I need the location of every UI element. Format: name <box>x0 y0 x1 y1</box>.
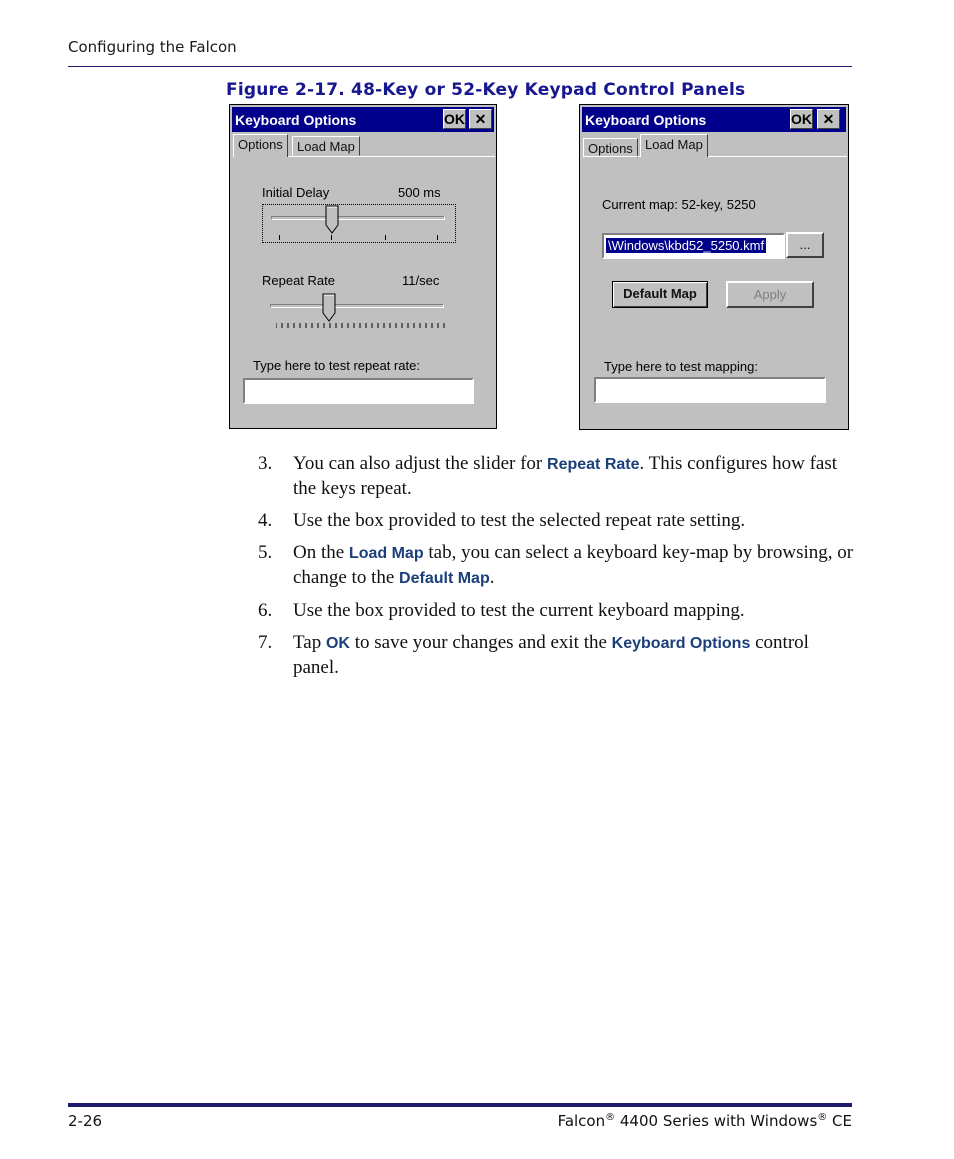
list-item: 4. Use the box provided to test the selected repeat rate setting. <box>258 510 746 531</box>
figure-title: Figure 2-17. 48-Key or 52-Key Keypad Control Panels <box>226 80 746 100</box>
instruction-steps <box>258 452 858 688</box>
list-item: 5. On the Load Map tab, you can select a keyboard key-map by browsing, or change to the Default Map. <box>258 542 854 588</box>
footer-rule <box>68 1103 852 1107</box>
dialog-title: Keyboard Options <box>235 112 357 128</box>
browse-button[interactable]: ... <box>786 232 824 258</box>
default-map-button[interactable]: Default Map <box>612 281 708 308</box>
tab-panel-edge <box>583 156 847 157</box>
test-repeat-input[interactable] <box>243 378 474 404</box>
title-bar <box>232 107 494 132</box>
initial-delay-label: Initial Delay <box>262 185 330 200</box>
test-mapping-label: Type here to test mapping: <box>604 359 758 374</box>
apply-button[interactable]: Apply <box>726 281 814 308</box>
ui-term: Load Map <box>348 545 424 562</box>
close-icon[interactable]: ✕ <box>469 109 492 129</box>
page-number: 2-26 <box>68 1112 103 1130</box>
initial-delay-value: 500 ms <box>398 185 441 200</box>
tab-options[interactable]: Options <box>583 138 638 158</box>
dialog-title: Keyboard Options <box>585 112 707 128</box>
ui-term: Default Map <box>399 570 490 587</box>
tab-load-map[interactable]: Load Map <box>292 136 360 156</box>
ui-term: Repeat Rate <box>547 456 640 473</box>
list-item: 7. Tap OK to save your changes and exit the Keyboard Options control panel. <box>258 632 809 678</box>
title-bar <box>582 107 846 132</box>
map-path-input[interactable] <box>602 233 785 259</box>
tab-options[interactable]: Options <box>233 134 288 157</box>
repeat-rate-slider[interactable] <box>262 293 454 331</box>
tab-load-map[interactable]: Load Map <box>640 134 708 157</box>
slider-track <box>271 216 445 220</box>
test-repeat-label: Type here to test repeat rate: <box>253 358 420 373</box>
slider-thumb[interactable] <box>322 293 336 323</box>
keyboard-options-dialog-load-map <box>579 104 849 430</box>
list-item: 3. You can also adjust the slider for Repeat Rate. This configures how fast the keys repeat. <box>258 453 838 499</box>
ui-term: OK <box>325 635 350 652</box>
test-mapping-input[interactable] <box>594 377 826 403</box>
ok-button[interactable]: OK <box>791 111 812 127</box>
current-map-label: Current map: 52-key, 5250 <box>602 197 756 212</box>
initial-delay-slider[interactable] <box>262 204 456 243</box>
header-rule <box>68 66 852 67</box>
map-path-selection: \Windows\kbd52_5250.kmf <box>608 238 765 253</box>
repeat-rate-value: 11/sec <box>402 273 440 288</box>
repeat-rate-label: Repeat Rate <box>262 273 335 288</box>
slider-ticks <box>276 323 446 329</box>
ui-term: Keyboard Options <box>611 635 751 652</box>
slider-thumb[interactable] <box>325 205 339 235</box>
close-icon[interactable]: ✕ <box>817 109 840 129</box>
running-header: Configuring the Falcon <box>68 38 237 56</box>
slider-track <box>270 304 444 308</box>
list-item: 6. Use the box provided to test the current keyboard mapping. <box>258 600 745 621</box>
ok-button[interactable]: OK <box>444 111 465 127</box>
keyboard-options-dialog-options <box>229 104 497 429</box>
running-footer: Falcon® 4400 Series with Windows® CE <box>557 1112 852 1130</box>
